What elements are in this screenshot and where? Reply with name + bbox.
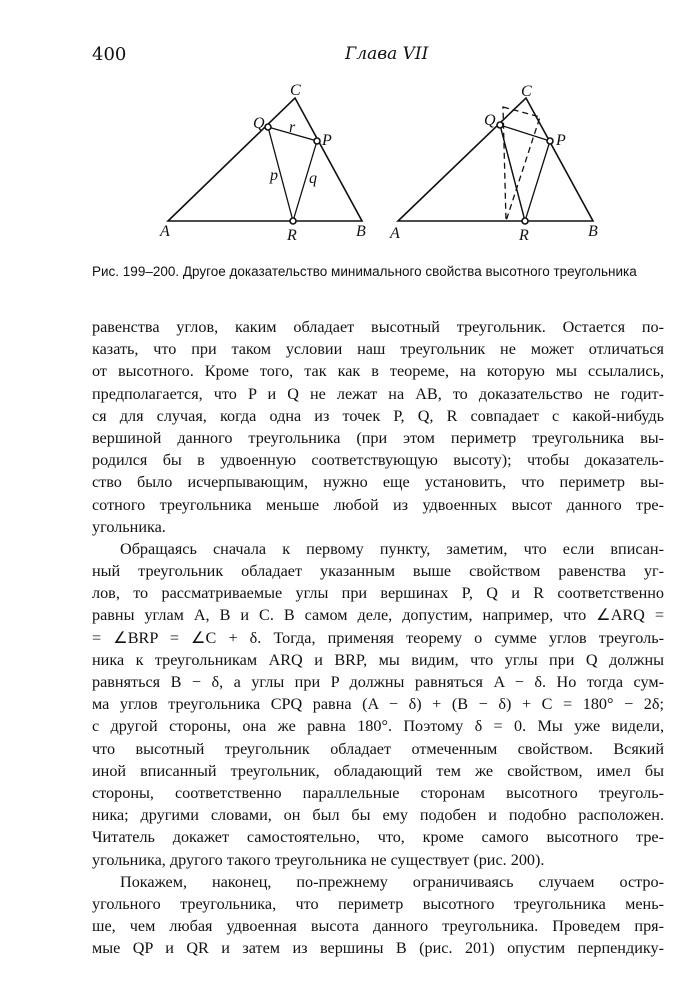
fig200-segment-q-r: [500, 125, 525, 221]
text-line: ся для случая, когда одна из точек P, Q, R совпадает с какой-нибудь: [92, 406, 664, 425]
text-line: равенства углов, каким обладает высотный треугольник. Остается по-: [92, 318, 664, 336]
fig199-side-r: r: [289, 119, 296, 136]
paragraph-1: [92, 316, 664, 538]
text-line: что высотный треугольник обладает отмеченным свойством. Всякий: [92, 739, 664, 758]
text-line: равны углам A, B и C. В самом деле, допустим, например, что ∠ARQ =: [92, 606, 664, 625]
chapter-title: Глава VII: [345, 44, 429, 64]
fig199-side-p: p: [270, 167, 278, 184]
text-line: от высотного. Кроме того, так как в теореме, на которую мы ссылались,: [92, 362, 664, 381]
fig200-point-p: [547, 138, 553, 144]
fig200-point-r: [522, 218, 528, 224]
text-line: Читатель докажет самостоятельно, что, кроме самого высотного тре-: [92, 828, 664, 847]
text-line: стороны, соответственно параллельные сторонам высотного треуголь-: [92, 783, 664, 802]
text-line: сотного треугольника меньше любой из удвоенных высот данного тре-: [92, 495, 664, 514]
fig200-label-p: P: [556, 132, 566, 149]
text-line: угольника.: [92, 517, 166, 536]
text-line: Покажем, наконец, по-прежнему ограничиваясь случаем остро-: [120, 872, 664, 891]
text-line: ника; другими словами, он был бы ему подобен и подобно расположен.: [92, 806, 664, 825]
fig200-label-r: R: [519, 227, 529, 244]
figure-199: [168, 98, 362, 224]
text-line: ма углов треугольника CPQ равна (A − δ) + (B − δ) + C = 180° − 2δ;: [92, 695, 664, 714]
fig199-label-r: R: [287, 227, 297, 244]
figure-caption: Рис. 199–200. Другое доказательство минимального свойства высотного треугольника: [92, 264, 637, 279]
text-line: ство было исчерпывающим, нужно еще установить, что периметр вы-: [92, 473, 664, 492]
text-line: угольного треугольника, что периметр высотного треугольника мень-: [92, 894, 664, 913]
figures-area: [0, 0, 690, 260]
fig199-label-b: B: [356, 223, 366, 240]
text-line: = ∠BRP = ∠C + δ. Тогда, применяя теорему о сумме углов треуголь-: [92, 628, 664, 647]
text-line: с другой стороны, она же равна 180°. Поэтому δ = 0. Мы уже видели,: [92, 717, 664, 736]
text-line: лов, то рассматриваемые углы при вершинах P, Q и R соответственно: [92, 584, 664, 603]
text-line: равняться B − δ, а углы при P должны равняться A − δ. Но тогда сум-: [92, 673, 664, 691]
text-line: мые QP и QR и затем из вершины B (рис. 201) опустим перпендику-: [92, 939, 664, 958]
text-line: казать, что при таком условии наш треугольник не может отличаться: [92, 340, 664, 359]
text-line: угольника, другого такого треугольника не существует (рис. 200).: [92, 850, 545, 869]
paragraph-2: [92, 538, 664, 871]
text-line: родился бы в удвоенную соответствующую высоту); чтобы доказатель-: [92, 451, 664, 470]
text-line: вершиной данного треугольника (при этом периметр треугольника вы-: [92, 428, 664, 447]
fig199-side-q: q: [309, 170, 317, 187]
fig199-triangle-abc: [168, 98, 362, 221]
fig199-point-p: [314, 138, 320, 144]
paragraph-3: [92, 871, 664, 960]
fig199-label-q: Q: [253, 115, 265, 132]
text-line: предполагается, что P и Q не лежат на AB, то доказательство не годит-: [92, 384, 664, 403]
text-line: Обращаясь сначала к первому пункту, заметим, что если вписан-: [120, 539, 664, 558]
text-line: ше, чем любая удвоенная высота данного треугольника. Проведем пря-: [92, 917, 664, 936]
fig200-label-b: B: [588, 223, 598, 240]
fig200-point-q: [497, 122, 503, 128]
fig200-parallel-triangle: [503, 107, 540, 221]
page-number: 400: [92, 44, 127, 65]
fig199-label-c: C: [290, 82, 301, 99]
fig200-label-q: Q: [484, 112, 496, 129]
fig199-label-a: A: [160, 223, 170, 240]
fig199-label-p: P: [322, 132, 332, 149]
fig200-label-a: A: [390, 225, 400, 242]
text-line: иной вписанный треугольник, обладающий тем же свойством, имел бы: [92, 761, 664, 780]
text-line: ный треугольник обладает указанным выше свойством равенства уг-: [92, 562, 664, 581]
fig199-point-r: [290, 218, 296, 224]
text-line: ника к треугольникам ARQ и BRP, мы видим, что углы при Q должны: [92, 650, 664, 669]
fig199-point-q: [265, 124, 271, 130]
body-text: [92, 316, 664, 959]
fig200-label-c: C: [521, 83, 532, 100]
fig200-altitude-triangle: [500, 125, 550, 221]
